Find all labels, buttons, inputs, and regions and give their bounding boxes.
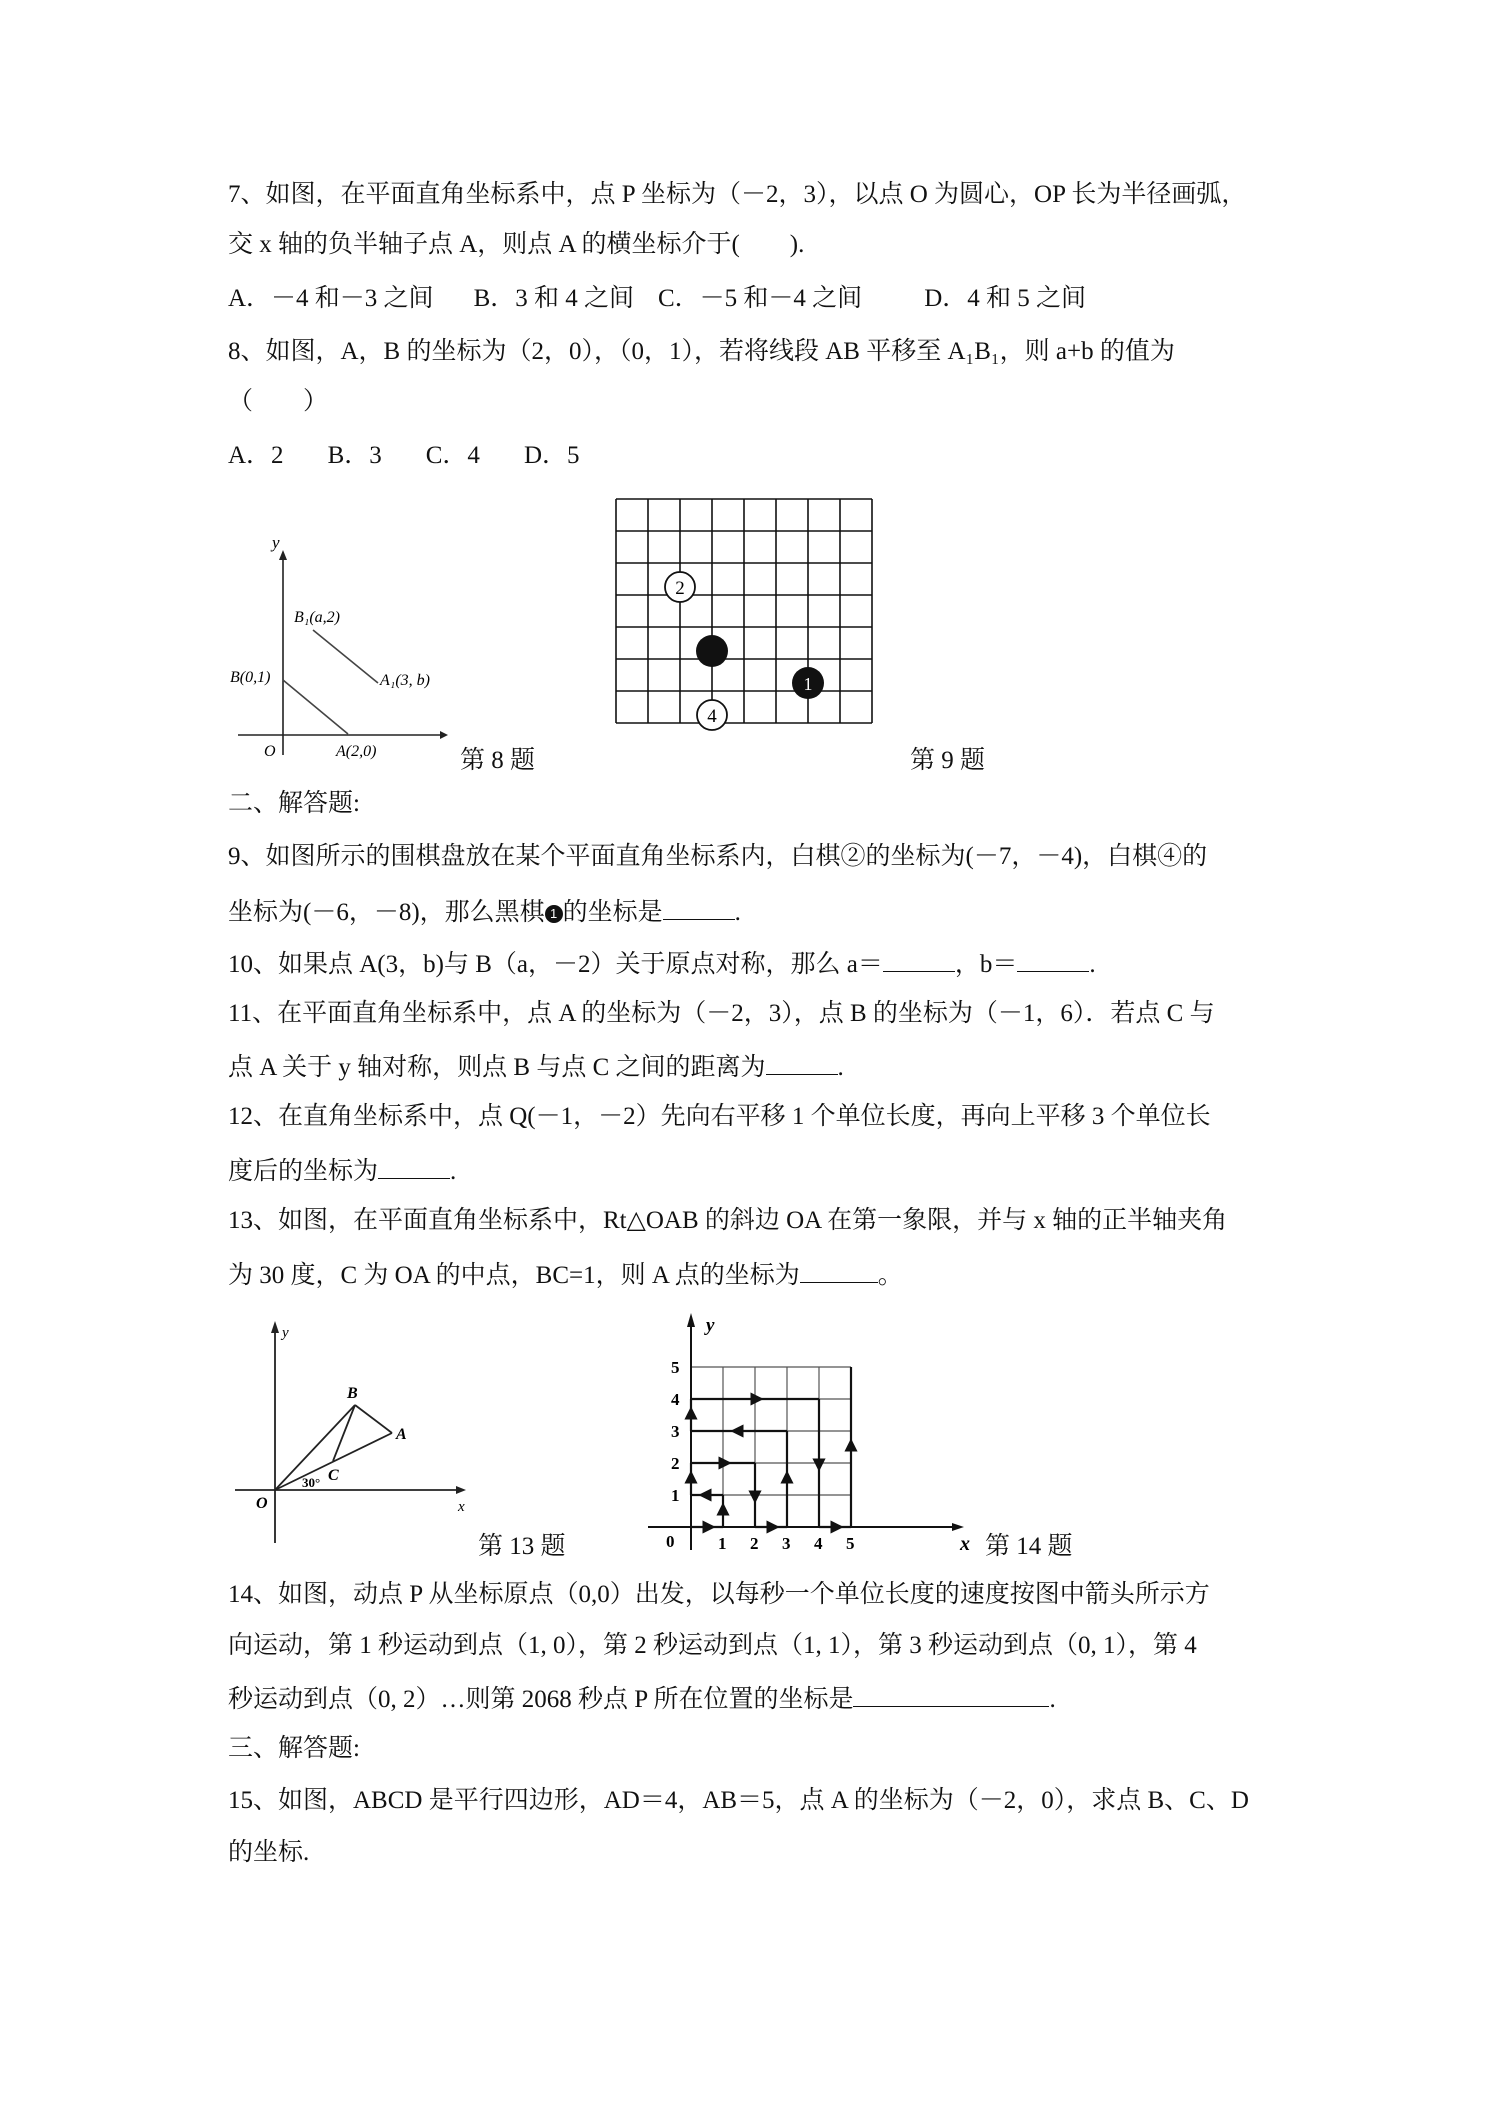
q8-option-b: B．3 — [327, 442, 382, 469]
q7-line2: 交 x 轴的负半轴子点 A，则点 A 的横坐标介于( ). — [228, 231, 805, 258]
fig9-caption: 第 9 题 — [910, 747, 986, 774]
q13-text-end: 。 — [877, 1262, 903, 1289]
section3-heading: 三、解答题: — [228, 1735, 360, 1762]
fig8-label-b: B(0,1) — [230, 669, 271, 686]
q10-text-mid: ，b＝ — [954, 951, 1018, 978]
q15-line2: 的坐标. — [228, 1839, 310, 1866]
fig14-x-tick-label: 5 — [846, 1534, 855, 1553]
q15-line1: 15、如图，ABCD 是平行四边形，AD＝4，AB＝5，点 A 的坐标为（－2，0），求点 B、C、D — [228, 1787, 1249, 1814]
q9-text-pre: 坐标为(－6，－8)，那么黑棋 — [228, 899, 545, 926]
fig14-label-x: x — [960, 1533, 970, 1555]
fig14-y-tick-label: 4 — [671, 1390, 680, 1409]
q9-line1: 9、如图所示的围棋盘放在某个平面直角坐标系内，白棋②的坐标为(－7，－4)，白棋④的 — [228, 843, 1208, 870]
q13-line2 — [228, 1256, 903, 1293]
q8-options — [228, 439, 580, 473]
q13-answer-blank[interactable] — [800, 1256, 878, 1283]
q12-line1: 12、在直角坐标系中，点 Q(－1，－2）先向右平移 1 个单位长度，再向上平移 3 个单位长 — [228, 1103, 1211, 1130]
fig14-label-o: 0 — [666, 1532, 675, 1551]
fig8-segment-a1b1 — [313, 630, 378, 683]
fig14-y-tick-label: 5 — [671, 1358, 680, 1377]
q12-text-end: . — [450, 1158, 457, 1185]
fig13-y-arrow — [271, 1321, 279, 1333]
q7-options — [228, 282, 1086, 316]
q8-option-c: C．4 — [425, 442, 480, 469]
fig13-caption: 第 13 题 — [478, 1533, 566, 1560]
fig8-segment-ab — [283, 680, 348, 734]
q12-text-pre: 度后的坐标为 — [228, 1158, 379, 1185]
fig14-y-tick-label: 2 — [671, 1454, 680, 1473]
figure-q8 — [228, 530, 448, 760]
fig14-x-arrow — [952, 1523, 964, 1531]
fig14-x-ticks — [718, 1534, 855, 1553]
fig13-label-b: B — [347, 1385, 358, 1402]
figure-q13 — [230, 1315, 470, 1545]
fig14-x-tick-label: 1 — [718, 1534, 727, 1553]
black-stone-1-label: 1 — [803, 674, 813, 694]
fig13-label-c: C — [328, 1467, 339, 1484]
q9-line2 — [228, 893, 741, 930]
fig14-x-tick-label: 4 — [814, 1534, 823, 1553]
q7-option-d: D．4 和 5 之间 — [924, 285, 1086, 312]
fig8-y-arrow — [279, 550, 287, 560]
q10-text-pre: 10、如果点 A(3，b)与 B（a，－2）关于原点对称，那么 a＝ — [228, 951, 883, 978]
q10-blank-a[interactable] — [883, 945, 955, 972]
q8-option-a: A．2 — [228, 442, 284, 469]
fig8-label-o: O — [264, 743, 276, 760]
q8-line2: （ ） — [228, 388, 329, 415]
figure-q9-go-board — [608, 495, 888, 765]
fig8-label-y: y — [272, 533, 280, 552]
fig8-caption: 第 8 题 — [460, 747, 536, 774]
q11-text-end: . — [837, 1054, 844, 1081]
black-stone — [696, 635, 728, 667]
figure-q14 — [648, 1305, 978, 1560]
fig8-label-b1: B₁(a,2) — [294, 609, 340, 626]
q8-line1: 8、如图，A，B 的坐标为（2，0），（0，1），若将线段 AB 平移至 A₁B₁，则 a+b 的值为 — [228, 338, 1175, 365]
q14-line3 — [228, 1680, 1056, 1717]
fig14-y-ticks — [671, 1358, 680, 1505]
q14-text-end: . — [1049, 1686, 1056, 1713]
fig14-y-arrow — [687, 1313, 695, 1327]
q9-answer-blank[interactable] — [663, 893, 735, 920]
fig13-segment-ba — [355, 1405, 392, 1433]
q14-answer-blank[interactable] — [853, 1680, 1049, 1707]
q7-option-c: C．－5 和－4 之间 — [658, 285, 863, 312]
fig14-y-tick-label: 3 — [671, 1422, 680, 1441]
fig14-motion-path — [691, 1367, 851, 1527]
fig8-label-a: A(2,0) — [336, 743, 377, 760]
fig13-label-angle: 30° — [302, 1475, 321, 1490]
q8-option-d: D．5 — [523, 442, 580, 469]
fig14-y-tick-label: 1 — [671, 1486, 680, 1505]
q10-line — [228, 945, 1096, 982]
q11-answer-blank[interactable] — [766, 1048, 838, 1075]
q7-line1: 7、如图，在平面直角坐标系中，点 P 坐标为（－2，3），以点 O 为圆心，OP 长为半径画弧， — [228, 181, 1247, 208]
fig13-label-a: A — [396, 1426, 407, 1443]
q11-line2 — [228, 1048, 844, 1085]
fig13-label-o: O — [256, 1495, 268, 1512]
q13-text-pre: 为 30 度，C 为 OA 的中点，BC=1，则 A 点的坐标为 — [228, 1262, 800, 1289]
go-board-grid — [616, 499, 872, 723]
fig14-x-tick-label: 2 — [750, 1534, 759, 1553]
q12-answer-blank[interactable] — [378, 1152, 450, 1179]
fig14-x-tick-label: 3 — [782, 1534, 791, 1553]
q11-text-pre: 点 A 关于 y 轴对称，则点 B 与点 C 之间的距离为 — [228, 1054, 766, 1081]
q7-option-a: A．－4 和－3 之间 — [228, 285, 434, 312]
q14-line2: 向运动，第 1 秒运动到点（1, 0），第 2 秒运动到点（1, 1），第 3 秒运动到点（0, 1），第 4 — [228, 1632, 1197, 1659]
q13-line1: 13、如图，在平面直角坐标系中，Rt△OAB 的斜边 OA 在第一象限，并与 x 轴的正半轴夹角 — [228, 1207, 1228, 1234]
fig14-label-y: y — [706, 1315, 715, 1336]
q10-blank-b[interactable] — [1017, 945, 1089, 972]
q9-text-end: . — [734, 899, 741, 926]
q11-line1: 11、在平面直角坐标系中，点 A 的坐标为（－2，3），点 B 的坐标为（－1，6）．若点 C 与 — [228, 1000, 1215, 1027]
fig14-caption: 第 14 题 — [985, 1533, 1073, 1560]
white-stone-4-label: 4 — [707, 706, 717, 727]
q14-line1: 14、如图，动点 P 从坐标原点（0,0）出发，以每秒一个单位长度的速度按图中箭头所示方 — [228, 1581, 1210, 1608]
section2-heading: 二、解答题: — [228, 790, 360, 817]
q10-text-end: . — [1089, 951, 1096, 978]
white-stone-2-label: 2 — [675, 578, 685, 599]
fig13-label-x: x — [458, 1499, 465, 1515]
q12-line2 — [228, 1152, 456, 1189]
fig14-grid — [691, 1367, 851, 1527]
q14-text-pre: 秒运动到点（0, 2）…则第 2068 秒点 P 所在位置的坐标是 — [228, 1686, 854, 1713]
q7-option-b: B．3 和 4 之间 — [473, 285, 634, 312]
fig13-x-arrow — [456, 1486, 466, 1494]
fig13-label-y: y — [282, 1325, 289, 1341]
fig8-label-a1: A₁(3, b) — [380, 672, 430, 689]
q9-text-post: 的坐标是 — [562, 899, 663, 926]
fig8-x-arrow — [440, 731, 448, 739]
black-stone-1-inline: 1 — [545, 905, 563, 923]
